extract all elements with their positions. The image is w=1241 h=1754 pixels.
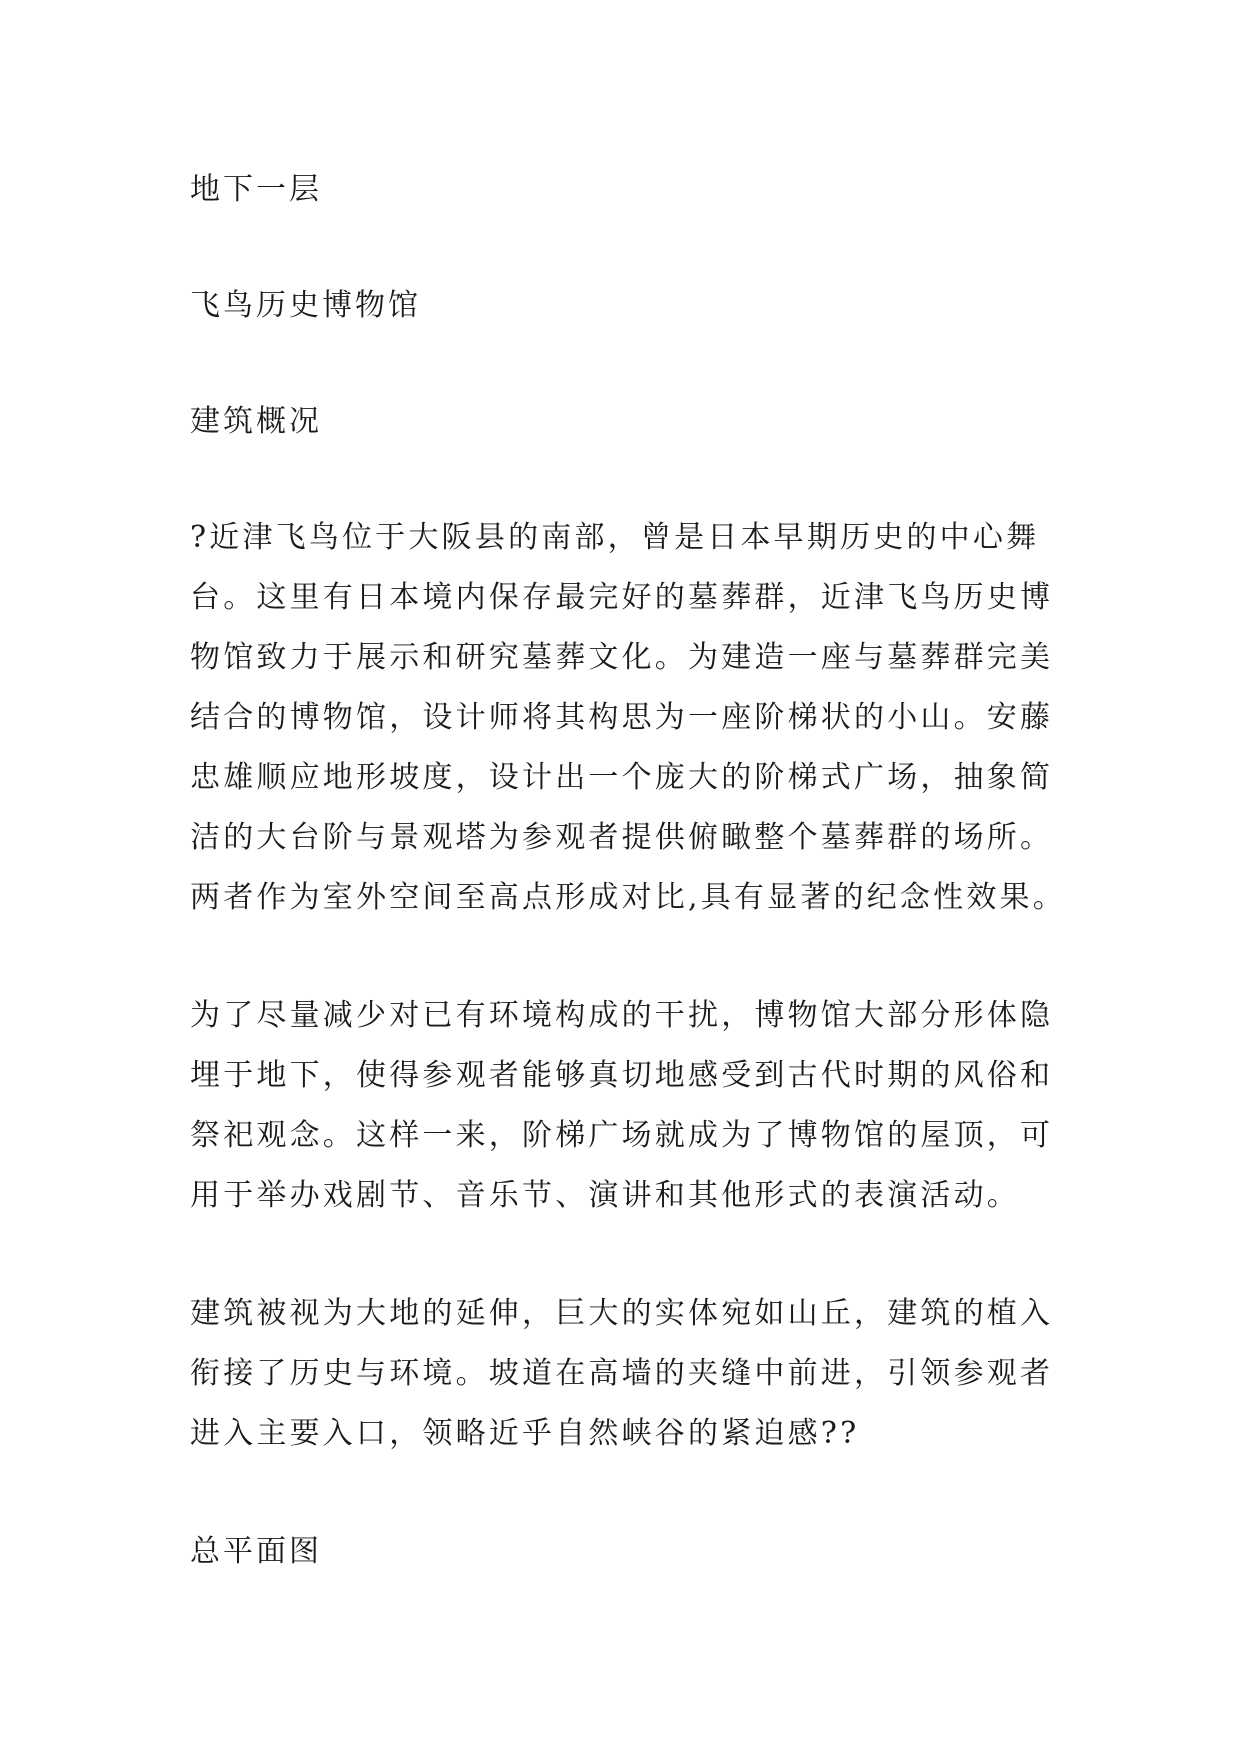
document-body — [190, 160, 1070, 1582]
paragraph-intro: ?近津飞鸟位于大阪县的南部，曾是日本早期历史的中心舞台。这里有日本境内保存最完好的墓葬群，近津飞鸟历史博物馆致力于展示和研究墓葬文化。为建造一座与墓葬群完美结合的博物馆，设计师将其构思为一座阶梯状的小山。安藤忠雄顺应地形坡度，设计出一个庞大的阶梯式广场，抽象简洁的大台阶与景观塔为参观者提供俯瞰整个墓葬群的场所。两者作为室外空间至高点形成对比,具有显著的纪念性效果。 — [190, 520, 1066, 915]
paragraph-underground: 为了尽量减少对已有环境构成的干扰，博物馆大部分形体隐埋于地下，使得参观者能够真切地感受到古代时期的风俗和祭祀观念。这样一来，阶梯广场就成为了博物馆的屋顶，可用于举办戏剧节、音乐节、演讲和其他形式的表演活动。 — [190, 998, 1054, 1213]
overview-heading: 建筑概况 — [190, 404, 322, 439]
site-plan-heading: 总平面图 — [190, 1534, 322, 1569]
museum-name-heading: 飞鸟历史博物馆 — [190, 288, 421, 323]
paragraph-extension: 建筑被视为大地的延伸，巨大的实体宛如山丘，建筑的植入衔接了历史与环境。坡道在高墙的夹缝中前进，引领参观者进入主要入口，领略近乎自然峡谷的紧迫感?? — [190, 1296, 1054, 1451]
floor-heading: 地下一层 — [190, 172, 322, 207]
